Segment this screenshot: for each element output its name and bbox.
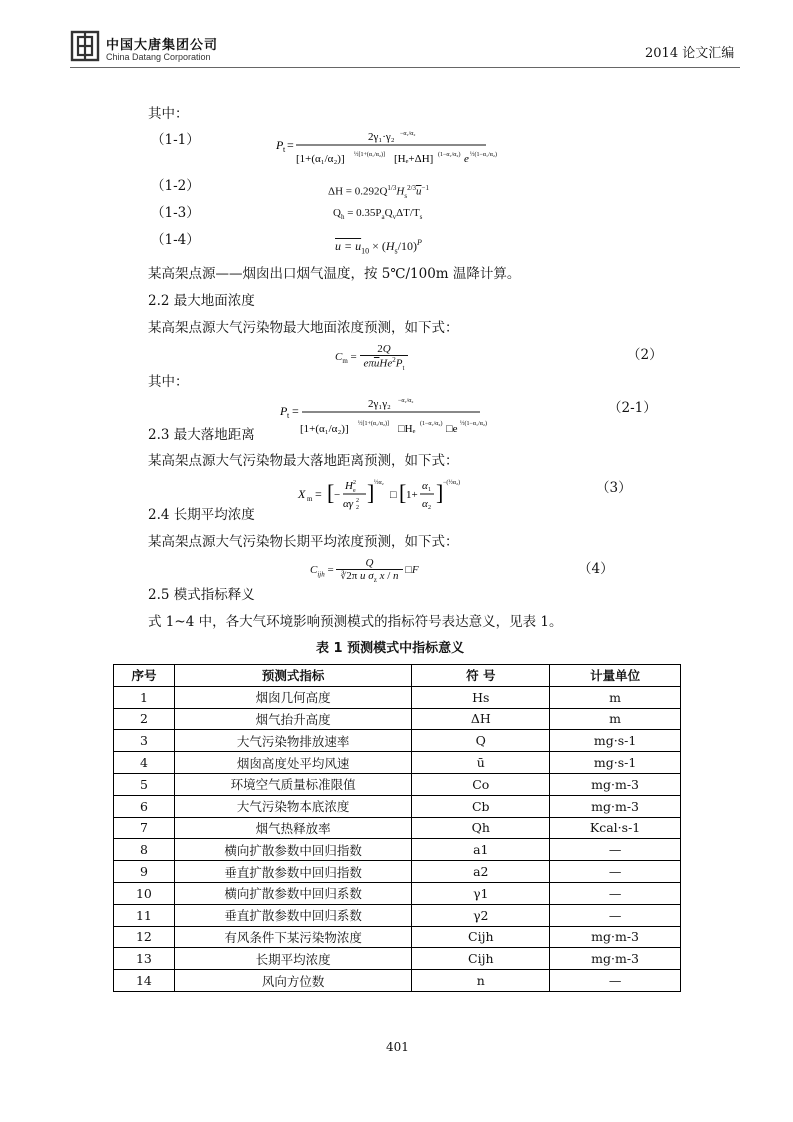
formula-2-fraction: $\frac{2Q}{e\pi\overline{u}He^2P_t}$ (360, 343, 409, 372)
row-unit: — (550, 970, 681, 992)
indicator-table (113, 664, 681, 992)
row-index: 2 (114, 708, 175, 730)
row-indicator: 长期平均浓度 (174, 948, 412, 970)
svg-text:½[1+(α₁/α₂)]: ½[1+(α₁/α₂)] (354, 152, 386, 158)
table-row (114, 773, 681, 795)
formula-2-1 (280, 396, 488, 441)
table-row (114, 686, 681, 708)
table-row (114, 730, 681, 752)
datang-logo-icon (70, 30, 100, 62)
header-symbol: 符 号 (412, 665, 550, 687)
row-symbol: Cijh (412, 926, 550, 948)
formula-4: $C_{ijh}$ = $\frac{Q}{∛2\pi u \sigma_z x / n}$ □F (310, 557, 419, 585)
svg-text:2γ₁γ₂: 2γ₁γ₂ (368, 398, 391, 410)
eq-1-3-label: （1-3） (151, 205, 200, 221)
row-symbol: Co (412, 773, 550, 795)
svg-text:t: t (283, 145, 286, 154)
formula-4-fraction: $\frac{Q}{∛2\pi u \sigma_z x / n}$ (336, 557, 402, 584)
section-2-3-heading: 2.3 最大落地距离 (148, 427, 255, 443)
paragraph-temperature: 某高架点源——烟囱出口烟气温度，按 5℃/100m 温降计算。 (148, 266, 521, 282)
formula-3 (298, 476, 468, 519)
formula-1-1-graphic (276, 128, 498, 170)
svg-text:[: [ (399, 480, 407, 505)
svg-text:=: = (292, 404, 299, 418)
svg-text:e: e (464, 153, 469, 165)
table-header-row (114, 665, 681, 687)
row-symbol: a2 (412, 861, 550, 883)
row-symbol: Cb (412, 795, 550, 817)
svg-text:1: 1 (428, 487, 431, 493)
formula-1-1 (276, 128, 498, 173)
svg-text:m: m (307, 495, 313, 503)
svg-text:α: α (422, 498, 428, 510)
table-row (114, 882, 681, 904)
svg-text:e: e (353, 488, 356, 494)
row-indicator: 大气污染物排放速率 (174, 730, 412, 752)
eq-1-4-label: （1-4） (151, 232, 200, 248)
svg-text:X: X (298, 487, 306, 501)
row-indicator: 烟囱几何高度 (174, 686, 412, 708)
header-index: 序号 (114, 665, 175, 687)
row-symbol: ΔH (412, 708, 550, 730)
row-indicator: 风向方位数 (174, 970, 412, 992)
row-symbol: Qh (412, 817, 550, 839)
svg-text:½(1−α₁/α₂): ½(1−α₁/α₂) (460, 421, 488, 427)
row-symbol: Cijh (412, 948, 550, 970)
eq-1-2-label: （1-2） (151, 178, 200, 194)
row-unit: mg·s-1 (550, 730, 681, 752)
row-indicator: 横向扩散参数中回归系数 (174, 882, 412, 904)
svg-text:(1−α₁/α₂): (1−α₁/α₂) (438, 152, 461, 158)
row-index: 5 (114, 773, 175, 795)
svg-text:P: P (276, 138, 284, 152)
row-indicator: 烟气热释放率 (174, 817, 412, 839)
row-index: 4 (114, 752, 175, 774)
where-label-1: 其中： (148, 106, 189, 122)
table-caption: 表 1 预测模式中指标意义 (316, 641, 465, 656)
formula-1-2-text: ΔH = 0.292Q (328, 185, 388, 198)
logo-english-name: China Datang Corporation (106, 52, 211, 62)
header-title: 2014 论文汇编 (645, 46, 735, 61)
formula-1-3: $Q_h = 0.35P_aQ_v\Delta T/T_s$ (333, 207, 423, 222)
row-index: 9 (114, 861, 175, 883)
eq-2-label: （2） (627, 347, 663, 363)
table-row (114, 839, 681, 861)
row-unit: mg·s-1 (550, 752, 681, 774)
page-number: 401 (386, 1040, 409, 1054)
table-row (114, 795, 681, 817)
row-unit: — (550, 882, 681, 904)
svg-text:½α₂: ½α₂ (374, 480, 384, 486)
formula-1-2: $\Delta H = 0.292Q^{1/3}H_s^{2/3}\overline{u}^{-1}$ (328, 184, 429, 200)
row-index: 10 (114, 882, 175, 904)
logo-chinese-name: 中国大唐集团公司 (106, 38, 219, 53)
formula-1-3-text: Q (333, 207, 341, 219)
row-indicator: 垂直扩散参数中回归指数 (174, 861, 412, 883)
paragraph-2-3: 某高架点源大气污染物最大落地距离预测，如下式： (148, 453, 459, 469)
table-row (114, 970, 681, 992)
svg-text:2: 2 (353, 480, 356, 486)
table-row (114, 817, 681, 839)
table-row (114, 948, 681, 970)
eq-2-1-label: （2-1） (608, 400, 657, 416)
section-2-4-heading: 2.4 长期平均浓度 (148, 507, 255, 523)
svg-text:=: = (287, 138, 294, 152)
table-row (114, 708, 681, 730)
row-index: 1 (114, 686, 175, 708)
svg-text:2: 2 (356, 505, 359, 511)
svg-text:(1−α₁/α₂): (1−α₁/α₂) (420, 421, 443, 427)
row-unit: mg·m-3 (550, 926, 681, 948)
svg-text:−α₁/α₂: −α₁/α₂ (400, 131, 416, 137)
row-unit: mg·m-3 (550, 948, 681, 970)
header-unit: 计量单位 (550, 665, 681, 687)
row-symbol: Q (412, 730, 550, 752)
where-label-2: 其中： (148, 374, 189, 390)
svg-text:□e: □e (446, 423, 458, 435)
paragraph-2-2: 某高架点源大气污染物最大地面浓度预测，如下式： (148, 320, 459, 336)
svg-text:=: = (315, 487, 322, 501)
formula-1-4-text: u = u (335, 239, 362, 253)
row-symbol: Hs (412, 686, 550, 708)
table-row (114, 752, 681, 774)
row-indicator: 有风条件下某污染物浓度 (174, 926, 412, 948)
svg-text:]: ] (436, 480, 444, 505)
row-index: 3 (114, 730, 175, 752)
row-indicator: 环境空气质量标准限值 (174, 773, 412, 795)
row-symbol: ū (412, 752, 550, 774)
svg-text:]: ] (367, 480, 375, 505)
row-unit: — (550, 861, 681, 883)
paragraph-2-4: 某高架点源大气污染物长期平均浓度预测，如下式： (148, 534, 459, 550)
row-unit: m (550, 708, 681, 730)
svg-text:2: 2 (428, 505, 431, 511)
row-symbol: n (412, 970, 550, 992)
svg-text:□: □ (390, 489, 397, 501)
row-indicator: 烟气抬升高度 (174, 708, 412, 730)
svg-text:2γ₁·γ₂: 2γ₁·γ₂ (368, 131, 395, 143)
svg-text:H: H (345, 480, 353, 492)
header-rule (70, 67, 740, 68)
row-index: 13 (114, 948, 175, 970)
table-row (114, 926, 681, 948)
row-index: 14 (114, 970, 175, 992)
eq-1-1-label: （1-1） (151, 132, 200, 148)
formula-3-graphic (298, 476, 468, 516)
row-indicator: 横向扩散参数中回归指数 (174, 839, 412, 861)
svg-text:[1+(α₁/α₂)]: [1+(α₁/α₂)] (300, 423, 349, 435)
row-unit: — (550, 904, 681, 926)
row-index: 11 (114, 904, 175, 926)
svg-text:1+: 1+ (406, 489, 418, 501)
row-indicator: 大气污染物本底浓度 (174, 795, 412, 817)
svg-text:−α₁/α₂: −α₁/α₂ (398, 398, 414, 404)
formula-2-1-graphic (280, 396, 488, 438)
row-symbol: γ1 (412, 882, 550, 904)
svg-text:½[1+(α₁/α₂)]: ½[1+(α₁/α₂)] (358, 421, 390, 427)
svg-text:−: − (334, 489, 341, 501)
row-symbol: γ2 (412, 904, 550, 926)
row-unit: mg·m-3 (550, 773, 681, 795)
svg-text:[Hₑ+ΔH]: [Hₑ+ΔH] (394, 153, 434, 165)
row-unit: Kcal·s-1 (550, 817, 681, 839)
row-index: 7 (114, 817, 175, 839)
svg-text:−(½α₂): −(½α₂) (443, 480, 461, 486)
svg-text:αγ: αγ (343, 498, 354, 510)
row-index: 8 (114, 839, 175, 861)
row-index: 6 (114, 795, 175, 817)
row-index: 12 (114, 926, 175, 948)
row-unit: mg·m-3 (550, 795, 681, 817)
paragraph-2-5: 式 1~4 中，各大气环境影响预测模式的指标符号表达意义，见表 1。 (148, 614, 563, 630)
row-unit: m (550, 686, 681, 708)
svg-text:α: α (422, 480, 428, 492)
row-unit: — (550, 839, 681, 861)
row-indicator: 烟囱高度处平均风速 (174, 752, 412, 774)
section-2-2-heading: 2.2 最大地面浓度 (148, 293, 255, 309)
formula-1-4: $u = u_{10} \times (H_s/10)^P$ (335, 238, 422, 256)
row-indicator: 垂直扩散参数中回归系数 (174, 904, 412, 926)
header-indicator: 预测式指标 (174, 665, 412, 687)
svg-text:½(1−α₁/α₂): ½(1−α₁/α₂) (470, 152, 498, 158)
svg-text:t: t (287, 411, 290, 420)
svg-text:P: P (280, 404, 288, 418)
table-row (114, 904, 681, 926)
row-symbol: a1 (412, 839, 550, 861)
section-2-5-heading: 2.5 模式指标释义 (148, 587, 255, 603)
table-row (114, 861, 681, 883)
svg-text:[: [ (327, 480, 335, 505)
formula-2: $C_m$ = $\frac{2Q}{e\pi\overline{u}He^2P_t}$ (335, 343, 408, 372)
svg-text:2: 2 (356, 498, 359, 504)
eq-3-label: （3） (596, 480, 632, 496)
company-logo (70, 30, 100, 62)
svg-text:□Hₑ: □Hₑ (398, 423, 416, 435)
eq-4-label: （4） (578, 561, 614, 577)
svg-text:[1+(α₁/α₂)]: [1+(α₁/α₂)] (296, 153, 345, 165)
